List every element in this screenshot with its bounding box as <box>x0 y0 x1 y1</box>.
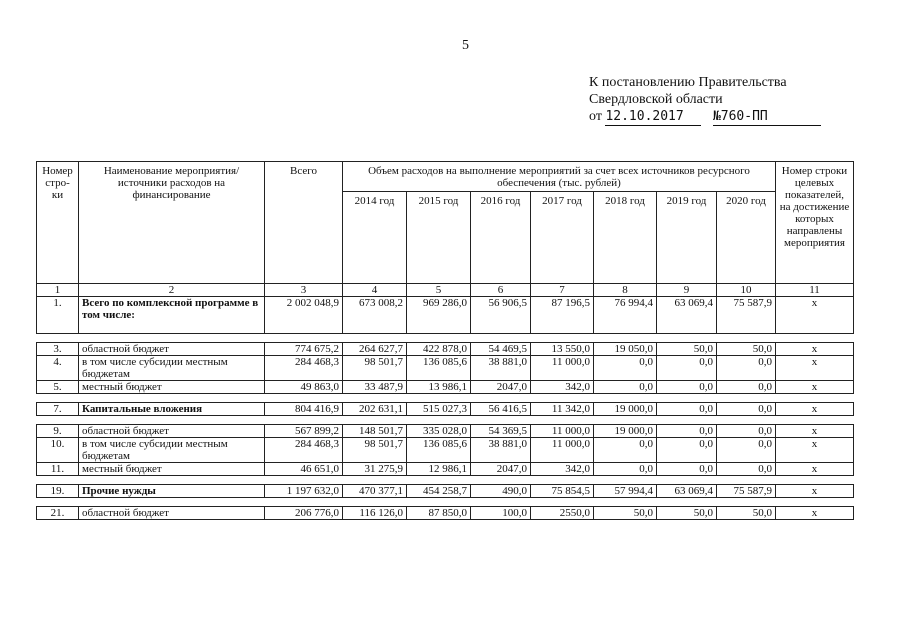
total-cell: 774 675,2 <box>265 343 343 356</box>
row-number-cell: 5. <box>37 381 79 394</box>
target-cell: x <box>776 438 854 463</box>
row-number-cell: 1. <box>37 297 79 334</box>
table-row <box>37 297 854 334</box>
header-line-1: К постановлению Правительства <box>589 75 787 90</box>
header-line-3 <box>589 108 821 126</box>
target-cell: x <box>776 356 854 381</box>
header-ot: от <box>589 109 602 124</box>
year-value-cell: 2550,0 <box>531 507 594 520</box>
year-value-cell: 136 085,6 <box>407 356 471 381</box>
total-cell: 206 776,0 <box>265 507 343 520</box>
row-name-cell: в том числе субсидии местным бюджетам <box>79 356 265 381</box>
row-name-cell: в том числе субсидии местным бюджетам <box>79 438 265 463</box>
spacer-cell <box>37 476 854 485</box>
year-value-cell: 11 000,0 <box>531 356 594 381</box>
year-value-cell: 0,0 <box>657 425 717 438</box>
row-number-cell: 7. <box>37 403 79 416</box>
target-cell: x <box>776 507 854 520</box>
column-number: 10 <box>717 284 776 297</box>
row-name-cell: Капитальные вложения <box>79 403 265 416</box>
year-value-cell: 38 881,0 <box>471 438 531 463</box>
year-value-cell: 0,0 <box>594 463 657 476</box>
spacer-row <box>37 394 854 403</box>
column-number: 5 <box>407 284 471 297</box>
total-cell: 2 002 048,9 <box>265 297 343 334</box>
row-name-cell: областной бюджет <box>79 507 265 520</box>
spacer-cell <box>37 498 854 507</box>
year-value-cell: 98 501,7 <box>343 438 407 463</box>
table-row <box>37 403 854 416</box>
spacer-cell <box>37 334 854 343</box>
target-cell: x <box>776 403 854 416</box>
column-number: 3 <box>265 284 343 297</box>
table-body <box>37 297 854 520</box>
column-number: 1 <box>37 284 79 297</box>
header-year: 2019 год <box>657 192 717 284</box>
target-cell: x <box>776 381 854 394</box>
year-value-cell: 19 000,0 <box>594 425 657 438</box>
year-value-cell: 75 854,5 <box>531 485 594 498</box>
target-cell: x <box>776 463 854 476</box>
table-row <box>37 356 854 381</box>
header-year: 2015 год <box>407 192 471 284</box>
year-value-cell: 87 196,5 <box>531 297 594 334</box>
year-value-cell: 50,0 <box>717 507 776 520</box>
year-value-cell: 0,0 <box>657 438 717 463</box>
year-value-cell: 335 028,0 <box>407 425 471 438</box>
row-number-cell: 11. <box>37 463 79 476</box>
spacer-row <box>37 476 854 485</box>
year-value-cell: 2047,0 <box>471 381 531 394</box>
year-value-cell: 0,0 <box>657 463 717 476</box>
year-value-cell: 673 008,2 <box>343 297 407 334</box>
total-cell: 284 468,3 <box>265 356 343 381</box>
year-value-cell: 63 069,4 <box>657 485 717 498</box>
year-value-cell: 50,0 <box>657 507 717 520</box>
table-row <box>37 425 854 438</box>
year-value-cell: 0,0 <box>657 403 717 416</box>
year-value-cell: 13 550,0 <box>531 343 594 356</box>
spacer-row <box>37 498 854 507</box>
column-number: 2 <box>79 284 265 297</box>
spacer-row <box>37 416 854 425</box>
year-value-cell: 76 994,4 <box>594 297 657 334</box>
row-number-cell: 21. <box>37 507 79 520</box>
row-name-cell: местный бюджет <box>79 381 265 394</box>
row-name-cell: областной бюджет <box>79 343 265 356</box>
year-value-cell: 63 069,4 <box>657 297 717 334</box>
header-year: 2020 год <box>717 192 776 284</box>
year-value-cell: 75 587,9 <box>717 297 776 334</box>
year-value-cell: 50,0 <box>594 507 657 520</box>
column-number: 6 <box>471 284 531 297</box>
year-value-cell: 0,0 <box>594 356 657 381</box>
column-number: 9 <box>657 284 717 297</box>
row-number-cell: 10. <box>37 438 79 463</box>
spacer-row <box>37 334 854 343</box>
year-value-cell: 100,0 <box>471 507 531 520</box>
year-value-cell: 11 342,0 <box>531 403 594 416</box>
year-value-cell: 0,0 <box>594 381 657 394</box>
year-value-cell: 50,0 <box>717 343 776 356</box>
column-number: 8 <box>594 284 657 297</box>
spacer-cell <box>37 394 854 403</box>
row-number-cell: 3. <box>37 343 79 356</box>
resolution-date: 12.10.2017 <box>605 108 701 126</box>
header-year: 2016 год <box>471 192 531 284</box>
spacer-cell <box>37 416 854 425</box>
target-cell: x <box>776 297 854 334</box>
year-value-cell: 148 501,7 <box>343 425 407 438</box>
year-value-cell: 11 000,0 <box>531 438 594 463</box>
year-value-cell: 33 487,9 <box>343 381 407 394</box>
year-value-cell: 342,0 <box>531 463 594 476</box>
resolution-number: №760-ПП <box>713 108 821 126</box>
target-cell: x <box>776 343 854 356</box>
header-line-2: Свердловской области <box>589 92 723 107</box>
year-value-cell: 38 881,0 <box>471 356 531 381</box>
year-value-cell: 19 000,0 <box>594 403 657 416</box>
row-number-cell: 9. <box>37 425 79 438</box>
total-cell: 1 197 632,0 <box>265 485 343 498</box>
row-name-cell: областной бюджет <box>79 425 265 438</box>
year-value-cell: 0,0 <box>594 438 657 463</box>
year-value-cell: 0,0 <box>717 356 776 381</box>
row-name-cell: Прочие нужды <box>79 485 265 498</box>
column-number: 7 <box>531 284 594 297</box>
total-cell: 284 468,3 <box>265 438 343 463</box>
column-number: 4 <box>343 284 407 297</box>
target-cell: x <box>776 485 854 498</box>
year-value-cell: 98 501,7 <box>343 356 407 381</box>
row-name-cell: Всего по комплексной программе в том числе: <box>79 297 265 334</box>
year-value-cell: 56 906,5 <box>471 297 531 334</box>
header-year: 2014 год <box>343 192 407 284</box>
year-value-cell: 0,0 <box>717 403 776 416</box>
year-value-cell: 136 085,6 <box>407 438 471 463</box>
year-value-cell: 470 377,1 <box>343 485 407 498</box>
total-cell: 49 863,0 <box>265 381 343 394</box>
year-value-cell: 31 275,9 <box>343 463 407 476</box>
table-row <box>37 485 854 498</box>
header-volume: Объем расходов на выполнение мероприятий за счет всех источников ресурсного обеспечения (тыс. рублей) <box>343 162 776 192</box>
year-value-cell: 0,0 <box>717 381 776 394</box>
year-value-cell: 969 286,0 <box>407 297 471 334</box>
column-number: 11 <box>776 284 854 297</box>
row-number-cell: 4. <box>37 356 79 381</box>
year-value-cell: 0,0 <box>657 356 717 381</box>
total-cell: 804 416,9 <box>265 403 343 416</box>
row-name-cell: местный бюджет <box>79 463 265 476</box>
header-name: Наименование мероприятия/источники расходов на финансирование <box>79 162 265 284</box>
year-value-cell: 264 627,7 <box>343 343 407 356</box>
year-value-cell: 116 126,0 <box>343 507 407 520</box>
table-row <box>37 463 854 476</box>
year-value-cell: 0,0 <box>717 425 776 438</box>
year-value-cell: 422 878,0 <box>407 343 471 356</box>
header-year: 2018 год <box>594 192 657 284</box>
year-value-cell: 12 986,1 <box>407 463 471 476</box>
year-value-cell: 54 369,5 <box>471 425 531 438</box>
header-year: 2017 год <box>531 192 594 284</box>
table-row <box>37 381 854 394</box>
column-numbers-row <box>37 284 854 297</box>
year-value-cell: 56 416,5 <box>471 403 531 416</box>
year-value-cell: 454 258,7 <box>407 485 471 498</box>
header-total: Всего <box>265 162 343 284</box>
row-number-cell: 19. <box>37 485 79 498</box>
expenses-table <box>36 161 854 520</box>
year-value-cell: 342,0 <box>531 381 594 394</box>
year-value-cell: 19 050,0 <box>594 343 657 356</box>
year-value-cell: 490,0 <box>471 485 531 498</box>
year-value-cell: 0,0 <box>717 438 776 463</box>
header-target: Номер строки целевых показателей, на достижение которых направлены мероприятия <box>776 162 854 284</box>
year-value-cell: 54 469,5 <box>471 343 531 356</box>
total-cell: 46 651,0 <box>265 463 343 476</box>
year-value-cell: 50,0 <box>657 343 717 356</box>
total-cell: 567 899,2 <box>265 425 343 438</box>
year-value-cell: 13 986,1 <box>407 381 471 394</box>
year-value-cell: 11 000,0 <box>531 425 594 438</box>
year-value-cell: 57 994,4 <box>594 485 657 498</box>
table-row <box>37 438 854 463</box>
year-value-cell: 87 850,0 <box>407 507 471 520</box>
year-value-cell: 2047,0 <box>471 463 531 476</box>
year-value-cell: 0,0 <box>657 381 717 394</box>
header-row-number: Номер стро-ки <box>37 162 79 284</box>
target-cell: x <box>776 425 854 438</box>
page-number: 5 <box>462 38 469 53</box>
year-value-cell: 75 587,9 <box>717 485 776 498</box>
year-value-cell: 202 631,1 <box>343 403 407 416</box>
year-value-cell: 515 027,3 <box>407 403 471 416</box>
table-row <box>37 507 854 520</box>
resolution-header <box>589 74 821 126</box>
table-row <box>37 343 854 356</box>
year-value-cell: 0,0 <box>717 463 776 476</box>
